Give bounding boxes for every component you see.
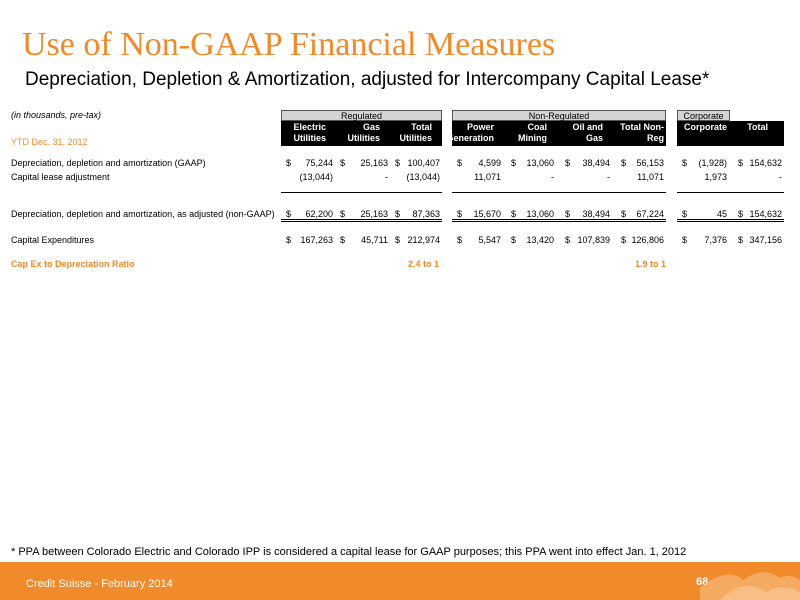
table-cell [457,235,501,246]
dollar-sign: $ [682,235,688,245]
table-cell [565,158,610,169]
cell-value: 13,420 [526,235,554,245]
footer-bar [0,562,800,600]
table-cell [511,172,554,183]
cell-value: 107,839 [577,235,610,245]
dollar-sign: $ [565,158,571,168]
column-header: Gas Utilities [347,122,380,143]
dollar-sign: $ [621,158,627,168]
dollar-sign: $ [682,158,688,168]
row-label: Depreciation, depletion and amortization (GAAP) [11,158,206,168]
table-cell [621,172,664,183]
subtotal-rule [281,192,442,193]
cell-value: 212,974 [407,235,440,245]
column-header: Total [747,122,768,132]
table-cell [738,172,782,183]
cell-value: - [779,172,782,182]
column-header: Oil and Gas [572,122,603,143]
table-cell [682,172,727,183]
table-cell [738,235,782,246]
group-header-non-regulated: Non-Regulated [452,110,666,121]
subtotal-rule [677,192,784,193]
group-header-regulated: Regulated [281,110,442,121]
dollar-sign: $ [457,235,463,245]
dollar-sign: $ [511,209,517,219]
ratio-label: Cap Ex to Depreciation Ratio [11,259,135,269]
dollar-sign: $ [340,209,346,219]
ratio-regulated: 2.4 to 1 [408,259,440,269]
double-rule-bottom [677,221,784,222]
cell-value: 11,071 [474,172,501,182]
cell-value: 167,263 [300,235,333,245]
table-cell [395,172,440,183]
dollar-sign: $ [340,235,346,245]
dollar-sign: $ [621,209,627,219]
table-cell [340,235,388,246]
dollar-sign: $ [457,158,463,168]
page-subtitle: Depreciation, Depletion & Amortization, adjusted for Intercompany Capital Lease* [25,69,710,90]
cell-value: (13,044) [299,172,333,182]
cell-value: (1,928) [698,158,727,168]
cell-value: - [607,172,610,182]
column-header: Corporate [683,122,727,132]
row-label: Capital lease adjustment [11,172,110,182]
table-cell [682,158,727,169]
column-header: Electric Utilities [293,122,326,143]
dollar-sign: $ [511,235,517,245]
period-label: YTD Dec. 31, 2012 [11,137,88,147]
dollar-sign: $ [565,209,571,219]
table-cell [457,172,501,183]
cell-value: - [385,172,388,182]
cell-value: 45 [716,209,727,219]
row-label: Capital Expenditures [11,235,95,245]
dollar-sign: $ [621,235,627,245]
cell-value: 1,973 [704,172,727,182]
cell-value: 67,224 [636,209,664,219]
cell-value: - [551,172,554,182]
table-cell [511,235,554,246]
dollar-sign: $ [395,158,401,168]
cell-value: 38,494 [582,158,610,168]
dollar-sign: $ [286,158,292,168]
cell-value: 25,163 [360,209,388,219]
table-cell [621,158,664,169]
table-cell [565,235,610,246]
table-cell [286,235,333,246]
page-number: 68 [696,576,709,588]
table-cell [395,235,440,246]
cell-value: 347,156 [749,235,782,245]
table-cell [340,158,388,169]
cell-value: 100,407 [407,158,440,168]
dollar-sign: $ [565,235,571,245]
double-rule-top [281,219,442,220]
unit-note: (in thousands, pre-tax) [11,110,102,120]
cell-value: 75,244 [305,158,333,168]
group-header-corporate: Corporate [677,110,730,121]
double-rule-top [452,219,666,220]
column-header: Total Utilities [399,122,432,143]
table-cell [621,235,664,246]
cell-value: 5,547 [478,235,501,245]
cell-value: 38,494 [582,209,610,219]
cell-value: 13,060 [526,209,554,219]
cell-value: 126,806 [631,235,664,245]
table-cell [457,158,501,169]
dollar-sign: $ [511,158,517,168]
table-cell [340,172,388,183]
table-cell [286,158,333,169]
ratio-non-regulated: 1.9 to 1 [635,259,667,269]
cell-value: 45,711 [361,235,388,245]
cell-value: 62,200 [305,209,333,219]
column-header: Power Generation [446,122,494,143]
cell-value: 13,060 [526,158,554,168]
cell-value: (13,044) [406,172,440,182]
dollar-sign: $ [682,209,688,219]
cell-value: 154,632 [749,158,782,168]
double-rule-bottom [452,221,666,222]
table-cell [738,158,782,169]
dollar-sign: $ [286,235,292,245]
footnote: * PPA between Colorado Electric and Colorado IPP is considered a capital lease for GAAP purposes; this PPA went into effect Jan. 1, 2012 [11,546,687,558]
column-header: Total Non- Reg [620,122,664,143]
table-cell [565,172,610,183]
table-cell [682,235,727,246]
dollar-sign: $ [286,209,292,219]
cell-value: 154,632 [749,209,782,219]
dollar-sign: $ [457,209,463,219]
subtotal-rule [452,192,666,193]
table-cell [511,158,554,169]
cell-value: 87,363 [412,209,440,219]
cell-value: 56,153 [636,158,664,168]
double-rule-top [677,219,784,220]
cell-value: 7,376 [704,235,727,245]
dollar-sign: $ [395,209,401,219]
dollar-sign: $ [738,158,744,168]
double-rule-bottom [281,221,442,222]
cell-value: 15,670 [473,209,501,219]
cell-value: 25,163 [360,158,388,168]
cell-value: 11,071 [637,172,664,182]
mountain-logo-graphic [700,562,800,600]
table-cell [286,172,333,183]
dollar-sign: $ [738,235,744,245]
dollar-sign: $ [395,235,401,245]
dollar-sign: $ [340,158,346,168]
page-title: Use of Non-GAAP Financial Measures [22,26,556,63]
dollar-sign: $ [738,209,744,219]
table-cell [395,158,440,169]
cell-value: 4,599 [478,158,501,168]
column-header: Coal Mining [518,122,547,143]
footer-text: Credit Suisse - February 2014 [26,578,173,590]
row-label: Depreciation, depletion and amortization, as adjusted (non-GAAP) [11,209,275,219]
